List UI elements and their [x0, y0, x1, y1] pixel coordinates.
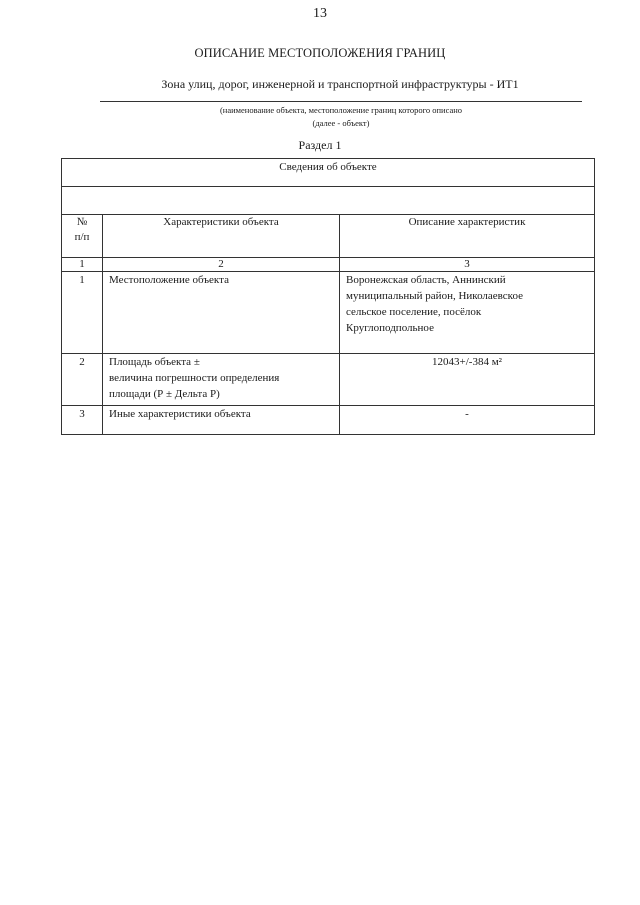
- row-number: 1: [62, 272, 103, 354]
- table-row: [62, 354, 595, 406]
- table-row: [62, 272, 595, 354]
- header-num: [62, 215, 103, 258]
- table-empty-row: [62, 187, 595, 215]
- header-num-line-1: №: [76, 216, 88, 228]
- header-num-line-2: п/п: [74, 231, 90, 243]
- section-title: Раздел 1: [298, 138, 342, 152]
- characteristic-line: Площадь объекта ±: [109, 356, 200, 368]
- column-number-row: [62, 258, 595, 272]
- object-note-line-2: (далее - объект): [312, 118, 370, 128]
- table-caption: Сведения об объекте: [62, 159, 595, 187]
- header-description: Описание характеристик: [340, 215, 595, 258]
- row-description: 12043+/-384 м²: [340, 354, 595, 406]
- object-name-note: [100, 104, 582, 130]
- characteristic-line: величина погрешности определения: [109, 372, 280, 384]
- description-line: Воронежская область, Аннинский: [346, 274, 506, 286]
- page-number: 13: [313, 6, 327, 21]
- row-description: -: [340, 406, 595, 435]
- column-number-3: 3: [340, 258, 595, 272]
- description-line: муниципальный район, Николаевское: [346, 290, 523, 302]
- table-row: [62, 406, 595, 435]
- row-characteristic: [103, 354, 340, 406]
- row-number: 3: [62, 406, 103, 435]
- table-empty-cell: [62, 187, 595, 215]
- object-name: Зона улиц, дорог, инженерной и транспортной инфраструктуры - ИТ1: [161, 77, 519, 91]
- object-info-table: [61, 158, 595, 435]
- characteristic-line: площади (Р ± Дельта Р): [109, 388, 220, 400]
- row-description: [340, 272, 595, 354]
- object-name-underline: [100, 101, 582, 102]
- object-note-line-1: (наименование объекта, местоположение границ которого описано: [219, 105, 463, 115]
- column-number-2: 2: [103, 258, 340, 272]
- description-line: сельское поселение, посёлок: [346, 306, 482, 318]
- description-line: Круглоподпольное: [346, 322, 434, 334]
- table-caption-row: [62, 159, 595, 187]
- header-characteristics: Характеристики объекта: [103, 215, 340, 258]
- document-title: ОПИСАНИЕ МЕСТОПОЛОЖЕНИЯ ГРАНИЦ: [194, 46, 446, 60]
- row-characteristic: Местоположение объекта: [103, 272, 340, 354]
- row-characteristic: Иные характеристики объекта: [103, 406, 340, 435]
- table-header-row: [62, 215, 595, 258]
- row-number: 2: [62, 354, 103, 406]
- column-number-1: 1: [62, 258, 103, 272]
